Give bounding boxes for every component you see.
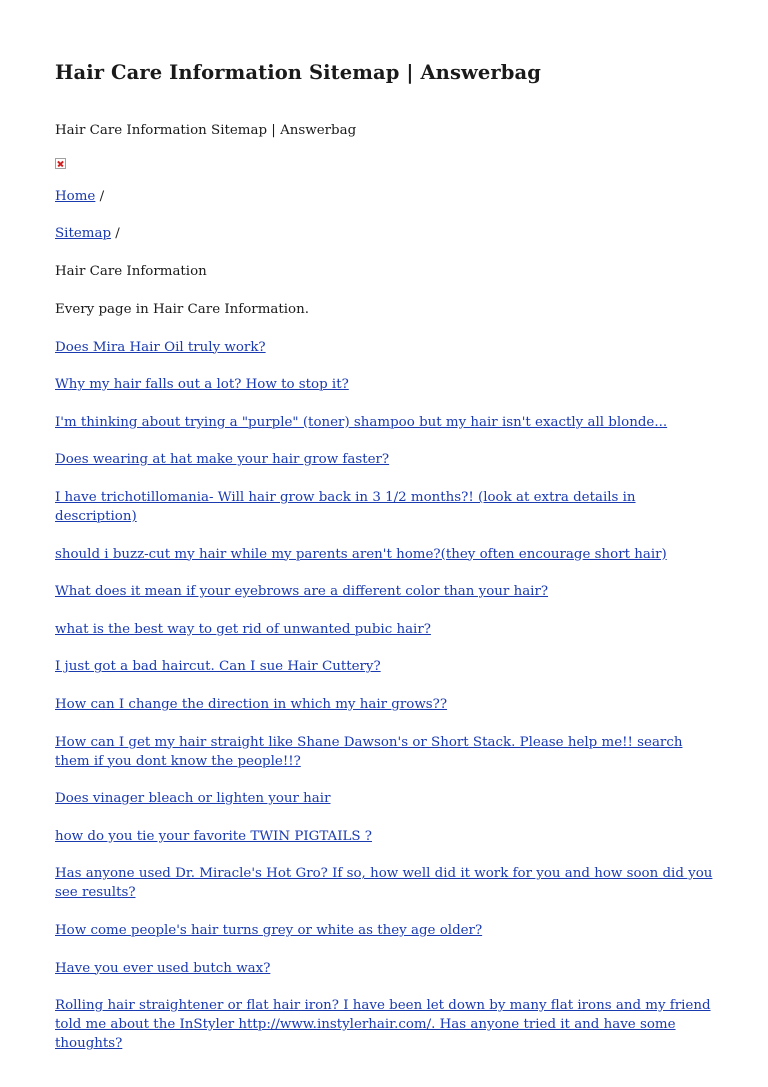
question-link-list [55,338,715,1054]
question-link[interactable]: Has anyone used Dr. Miracle's Hot Gro? If so, how well did it work for you and how soon did you see results? [55,866,713,901]
breadcrumb-home [55,187,715,206]
question-link[interactable]: How can I change the direction in which my hair grows?? [55,696,448,712]
list-item [55,733,715,771]
question-link[interactable]: Does vinager bleach or lighten your hair [55,791,331,807]
question-link[interactable]: What does it mean if your eyebrows are a different color than your hair? [55,584,549,600]
sitemap-link[interactable]: Sitemap [55,226,112,241]
page-subtitle: Hair Care Information Sitemap | Answerbag [55,123,357,138]
question-link[interactable]: should i buzz-cut my hair while my parents aren't home?(they often encourage short hair) [55,546,667,562]
breadcrumb-separator: / [115,226,120,241]
category-name: Hair Care Information [55,264,207,279]
list-item [55,450,715,469]
question-link[interactable]: Have you ever used butch wax? [55,960,271,976]
question-link[interactable]: How can I get my hair straight like Shane Dawson's or Short Stack. Please help me!! search them if you dont know the people!!? [55,734,683,769]
question-link[interactable]: I have trichotillomania- Will hair grow back in 3 1/2 months?! (look at extra details in description) [55,489,636,524]
question-link[interactable]: what is the best way to get rid of unwanted pubic hair? [55,621,431,637]
list-item [55,413,715,432]
list-item [55,375,715,394]
list-item [55,695,715,714]
list-item [55,996,715,1053]
list-item [55,582,715,601]
intro-text: Every page in Hair Care Information. [55,302,309,317]
question-link[interactable]: I just got a bad haircut. Can I sue Hair Cuttery? [55,659,381,675]
question-link[interactable]: Does wearing at hat make your hair grow faster? [55,452,390,468]
home-link[interactable]: Home [55,189,96,204]
broken-image-icon [55,158,66,169]
list-item [55,657,715,676]
list-item [55,959,715,978]
document-page [55,58,715,1053]
list-item [55,545,715,564]
question-link[interactable]: Rolling hair straightener or flat hair iron? I have been let down by many flat irons and my friend told me about the InStyler http://www.instylerhair.com/. Has anyone tried it and have some thoughts? [55,998,711,1052]
list-item [55,827,715,846]
list-item [55,864,715,902]
question-link[interactable]: how do you tie your favorite TWIN PIGTAILS ? [55,828,372,844]
breadcrumb-separator: / [99,189,105,204]
question-link[interactable]: I'm thinking about trying a "purple" (toner) shampoo but my hair isn't exactly all blonde... [55,414,668,430]
breadcrumb-sitemap [55,224,715,243]
list-item [55,620,715,639]
question-link[interactable]: Does Mira Hair Oil truly work? [55,339,266,355]
page-title: Hair Care Information Sitemap | Answerbag [55,61,542,84]
question-link[interactable]: How come people's hair turns grey or white as they age older? [55,922,483,938]
question-link[interactable]: Why my hair falls out a lot? How to stop it? [55,377,349,393]
list-item [55,789,715,808]
list-item [55,338,715,357]
list-item [55,921,715,940]
list-item [55,488,715,526]
